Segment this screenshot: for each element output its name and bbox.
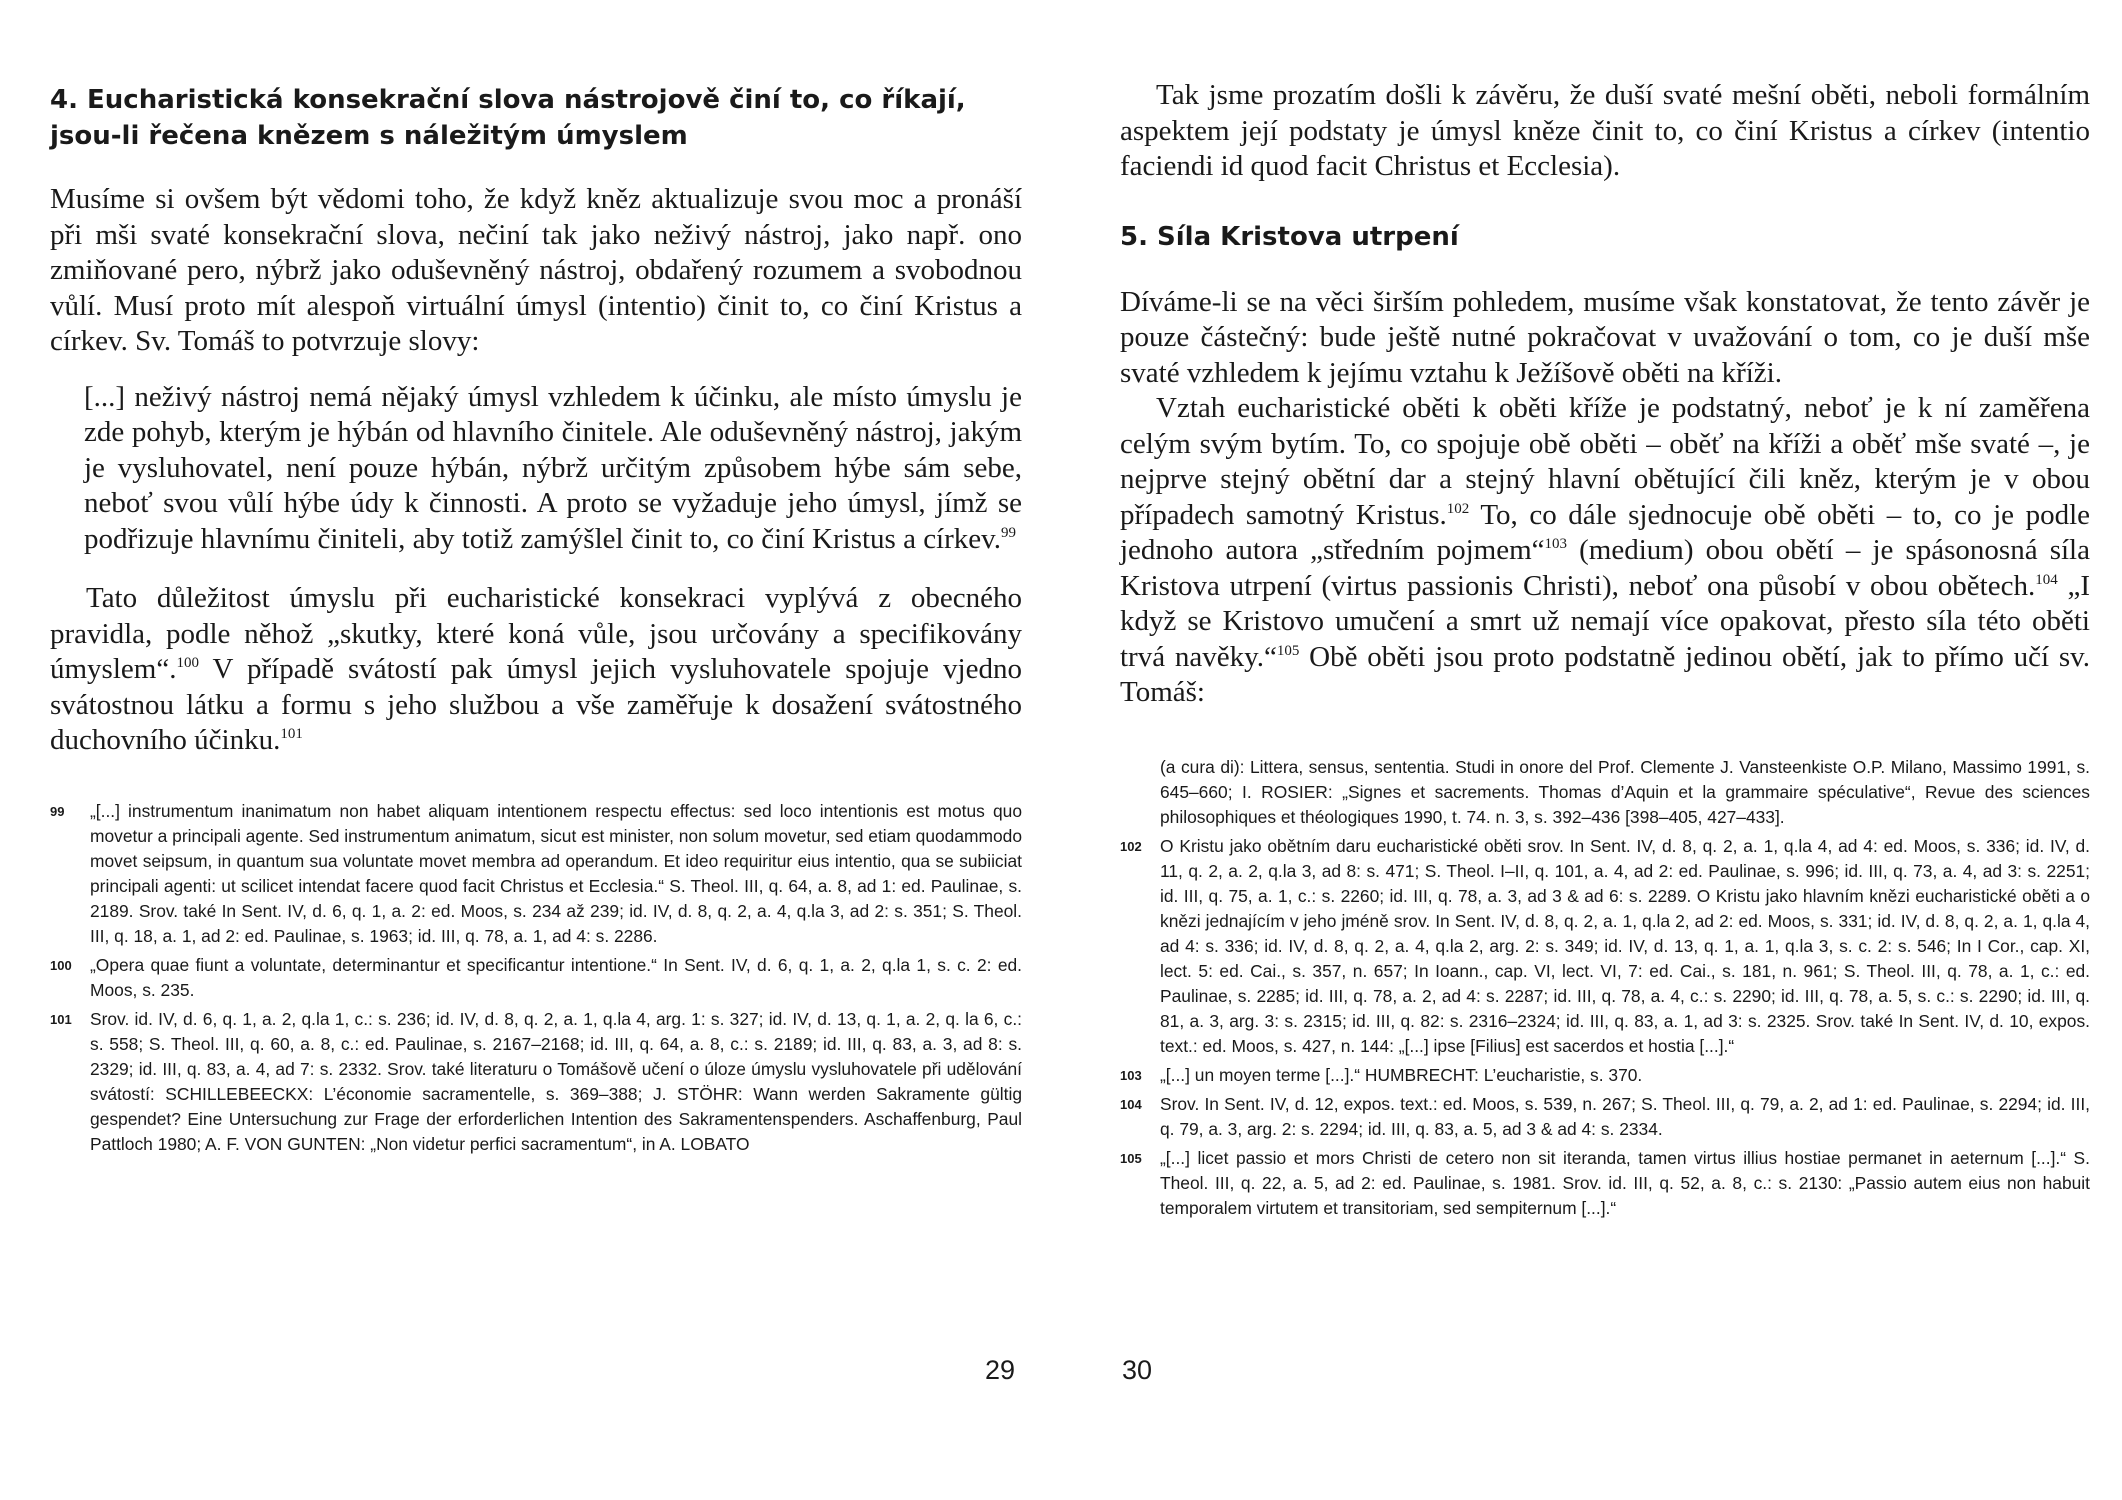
footnote-number: 100 — [50, 957, 72, 973]
paragraph: Musíme si ovšem být vědomi toho, že když kněz aktualizuje svou moc a pronáší při mši svaté konsekrační slova, nečiní tak jako neživý nástroj, jako např. ono zmiňované pero, nýbrž jako oduševněný nástroj, obdařený rozumem a svobodnou vůlí. Musí proto mít alespoň virtuální úmysl (intentio) činit to, co činí Kristus a církev. Sv. Tomáš to potvrzuje slovy: — [50, 183, 1022, 357]
footnote-text: Srov. id. IV, d. 6, q. 1, a. 2, q.la 1, c.: s. 236; id. IV, d. 8, q. 2, a. 1, q.la 4, arg. 1: s. 327; id. IV, d. 13, q. 1, a. 2, q. la 6, c.: s. 558; S. Theol. III, q. 60, a. 8, c.: ed. Paulinae, s. 2167–2168; id. III, q. 64, a. 8, c.: s. 2189; id. III, q. 83, a. 3, ad 8: s. 2329; id. III, q. 83, a. 4, ad 7: s. 2332. Srov. také literaturu o Tomášově učení o úloze úmyslu vysluhovatele při udělování svátostí: SCHILLEBEECKX: L’économie sacramentelle, s. 369–388; J. STÖHR: Wann werden Sakramente gültig gespendet? Eine Untersuchung zur Frage der erforderlichen Intention des Sakramentenspenders. Aschaffenburg, Paul Pattloch 1980; A. F. VON GUNTEN: „Non videtur perfici sacramentum“, in A. LOBATO — [90, 1008, 1022, 1154]
footnote-number: 102 — [1120, 838, 1142, 854]
footnote-text: „[...] licet passio et mors Christi de cetero non sit iteranda, tamen virtus illius hostiae permanet in aeternum [...].“ S. Theol. III, q. 22, a. 5, ad 2: ed. Paulinae, s. 1981. Srov. id. III, q. 52, a. 8, c.: s. 2130: „Passio autem eius non habuit temporalem virtutem et transitoriam, sed sempiternum [...].“ — [1160, 1147, 2090, 1218]
heading-line-1: 4. Eucharistická konsekrační slova nástrojově činí to, co říkají, — [50, 85, 966, 115]
footnote-103 — [1120, 1063, 2090, 1088]
paragraph-text: Tato důležitost úmyslu při eucharistické konsekraci vyplývá z obecného pravidla, podle něhož „skutky, které koná vůle, jsou určovány a specifikovány úmyslem“. — [50, 582, 1022, 685]
block-quote — [50, 380, 1022, 558]
page-number: 30 — [1122, 1355, 1153, 1385]
heading-line-2: jsou-li řečena knězem s náležitým úmyslem — [50, 121, 688, 151]
page-number: 29 — [985, 1355, 1016, 1385]
footnote-number: 99 — [50, 803, 65, 819]
footnote-ref[interactable]: 100 — [176, 655, 199, 671]
paragraph-text: Obě oběti jsou proto podstatně jedinou obětí, jak to přímo učí sv. Tomáš: — [1120, 640, 2090, 708]
paragraph: Díváme-li se na věci širším pohledem, musíme však konstatovat, že tento závěr je pouze částečný: bude ještě nutné pokračovat v uvažování o tom, co je duší mše svaté vzhledem k jejímu vztahu k Ježíšově oběti na kříži. — [1120, 285, 2090, 389]
paragraph-text: V případě svátostí pak úmysl jejich vysluhovatele spojuje vjedno svátostnou látku a formu s jeho službou a vše zaměřuje k dosažení svátostného duchovního účinku. — [50, 653, 1022, 756]
section-heading-4 — [50, 82, 1022, 154]
left-page — [0, 0, 1060, 1500]
footnote-text: „[...] instrumentum inanimatum non habet aliquam intentionem respectu effectus: sed loco intentionis est motus quo movetur a principali agente. Sed instrumentum animatum, sicut est minister, non solum movetur, sed etiam quodammodo movet seipsum, in quantum sua voluntate movet membra ad operandum. Et ideo requiritur eius intentio, qua se subiiciat principali agenti: ut scilicet intendat facere quod facit Christus et Ecclesia.“ S. Theol. III, q. 64, a. 8, ad 1: ed. Paulinae, s. 2189. Srov. také In Sent. IV, d. 6, q. 1, a. 2: ed. Moos, s. 234 až 239; id. IV, d. 8, q. 2, a. 4, q.la 3, ad 2: s. 351; S. Theol. III, q. 18, a. 1, ad 2: ed. Paulinae, s. 1963; id. III, q. 78, a. 1, ad 4: s. 2286. — [90, 800, 1022, 946]
footnote-text: Srov. In Sent. IV, d. 12, expos. text.: ed. Moos, s. 539, n. 267; S. Theol. III, q. 79, a. 2, ad 1: ed. Paulinae, s. 2294; id. III, q. 79, a. 3, arg. 2: s. 2294; id. III, q. 83, a. 5, ad 3 & ad 4: s. 2334. — [1160, 1093, 2090, 1139]
left-text-column — [50, 82, 1022, 1161]
footnote-ref[interactable]: 102 — [1446, 500, 1470, 517]
footnote-ref[interactable]: 99 — [1001, 524, 1017, 541]
footnote-ref[interactable]: 103 — [1544, 536, 1568, 552]
quote-text: [...] neživý nástroj nemá nějaký úmysl vzhledem k účinku, ale místo úmyslu je zde pohyb, kterým je hýbán od hlavního činitele. Ale oduševněný nástroj, jakým je vysluhovatel, není pouze hýbán, nýbrž určitým způsobem hýbe sám sebe, neboť svou vůlí hýbe údy k činnosti. A proto se vyžaduje jeho úmysl, jímž se podřizuje hlavnímu činiteli, aby totiž zamýšlel činit to, co činí Kristus a církev. — [84, 380, 1022, 555]
paragraph: Tak jsme prozatím došli k závěru, že duší svaté mešní oběti, neboli formálním aspektem její podstaty je úmysl kněze činit to, co činí Kristus a církev (intentio faciendi id quod facit Christus et Ecclesia). — [1120, 79, 2090, 182]
footnote-number: 105 — [1120, 1150, 1142, 1166]
paragraph-text: (medium) obou obětí – je spásonosná síla Kristova utrpení (virtus passionis Christi), neboť ona působí v obou obětech. — [1120, 534, 2090, 602]
footnote-ref[interactable]: 105 — [1276, 642, 1300, 659]
paragraph — [1120, 391, 2090, 711]
footnote-number: 104 — [1120, 1096, 1142, 1112]
footnote-102 — [1120, 834, 2090, 1059]
section-heading-5: 5. Síla Kristova utrpení — [1120, 221, 1459, 252]
footnote-number: 103 — [1120, 1067, 1142, 1083]
footnote-100 — [50, 953, 1022, 1003]
footnote-99 — [50, 799, 1022, 949]
footnote-ref[interactable]: 104 — [2035, 571, 2058, 588]
footnote-ref[interactable]: 101 — [280, 726, 303, 742]
footnote-104 — [1120, 1092, 2090, 1142]
footnotes — [1120, 755, 2090, 1221]
right-text-column — [1120, 78, 2090, 1225]
footnote-101 — [50, 1007, 1022, 1157]
footnote-continuation: (a cura di): Littera, sensus, sententia. Studi in onore del Prof. Clemente J. Vansteenkiste O.P. Milano, Massimo 1991, s. 645–660; I. ROSIER: „Signes et sacrements. Thomas d’Aquin et la grammaire spéculative“, Revue des sciences philosophiques et théologiques 1990, t. 74. n. 3, s. 392–436 [398–405, 427–433]. — [1160, 756, 2090, 827]
paragraph — [50, 581, 1022, 759]
footnotes — [50, 799, 1022, 1157]
footnote-text: „Opera quae fiunt a voluntate, determinantur et specificantur intentione.“ In Sent. IV, d. 6, q. 1, a. 2, q.la 1, s. c. 2: ed. Moos, s. 235. — [90, 954, 1022, 1000]
footnote-text: O Kristu jako obětním daru eucharistické oběti srov. In Sent. IV, d. 8, q. 2, a. 1, q.la 4, ad 4: ed. Moos, s. 336; id. IV, d. 11, q. 2, a. 2, q.la 3, ad 8: s. 471; S. Theol. I–II, q. 101, a. 4, ad 2: ed. Paulinae, s. 996; id. III, q. 73, a. 4, ad 3: s. 2251; id. III, q. 75, a. 1, c.: s. 2260; id. III, q. 78, a. 3, ad 3 & ad 6: s. 2289. O Kristu jako hlavním knězi eucharistické oběti a o knězi jednajícím v jeho jméně srov. In Sent. IV, d. 8, q. 2, a. 1, q.la 2, ad 2: ed. Moos, s. 331; id. IV, d. 8, q. 2, a. 1, q.la 4, ad 4: s. 336; id. IV, d. 8, q. 2, a. 4, q.la 2, arg. 2: s. 349; id. IV, d. 13, q. 1, a. 1, q.la 3, s. c. 2: s. 546; In I Cor., cap. XI, lect. 5: ed. Cai., s. 357, n. 657; In Ioann., cap. VI, lect. VI, 7: ed. Cai., s. 181, n. 961; S. Theol. III, q. 78, a. 1, c.: ed. Paulinae, s. 2285; id. III, q. 78, a. 2, ad 4: s. 2287; id. III, q. 78, a. 4, c.: s. 2290; id. III, q. 78, a. 5, s. c.: s. 2290; id. III, q. 81, a. 3, arg. 3: s. 2315; id. III, q. 82: s. 2316–2324; id. III, q. 83, a. 1, ad 3: s. 2325. Srov. také In Sent. IV, d. 10, expos. text.: ed. Moos, s. 427, n. 144: „[...] ipse [Filius] est sacerdos et hostia [...].“ — [1160, 835, 2090, 1056]
footnote-105 — [1120, 1146, 2090, 1221]
paragraph-text: Vztah eucharistické oběti k oběti kříže je podstatný, neboť je k ní zaměřena celým svým bytím. To, co spojuje obě oběti – oběť na kříži a oběť mše svaté –, je nejprve stejný obětní dar a stejný hlavní obětující čili kněz, kterým je v obou případech samotný Kristus. — [1120, 392, 2090, 531]
paragraph-text: „I když se Kristovo umučení a smrt už nemají více opakovat, přesto síla této oběti trvá navěky.“ — [1120, 569, 2091, 673]
footnote-number: 101 — [50, 1011, 72, 1027]
footnote-text: „[...] un moyen terme [...].“ HUMBRECHT: L’eucharistie, s. 370. — [1160, 1064, 1643, 1085]
paragraph-text: To, co dále sjednocuje obě oběti – to, co je podle jednoho autora „středním pojmem“ — [1120, 498, 2091, 566]
right-page — [1062, 0, 2122, 1500]
